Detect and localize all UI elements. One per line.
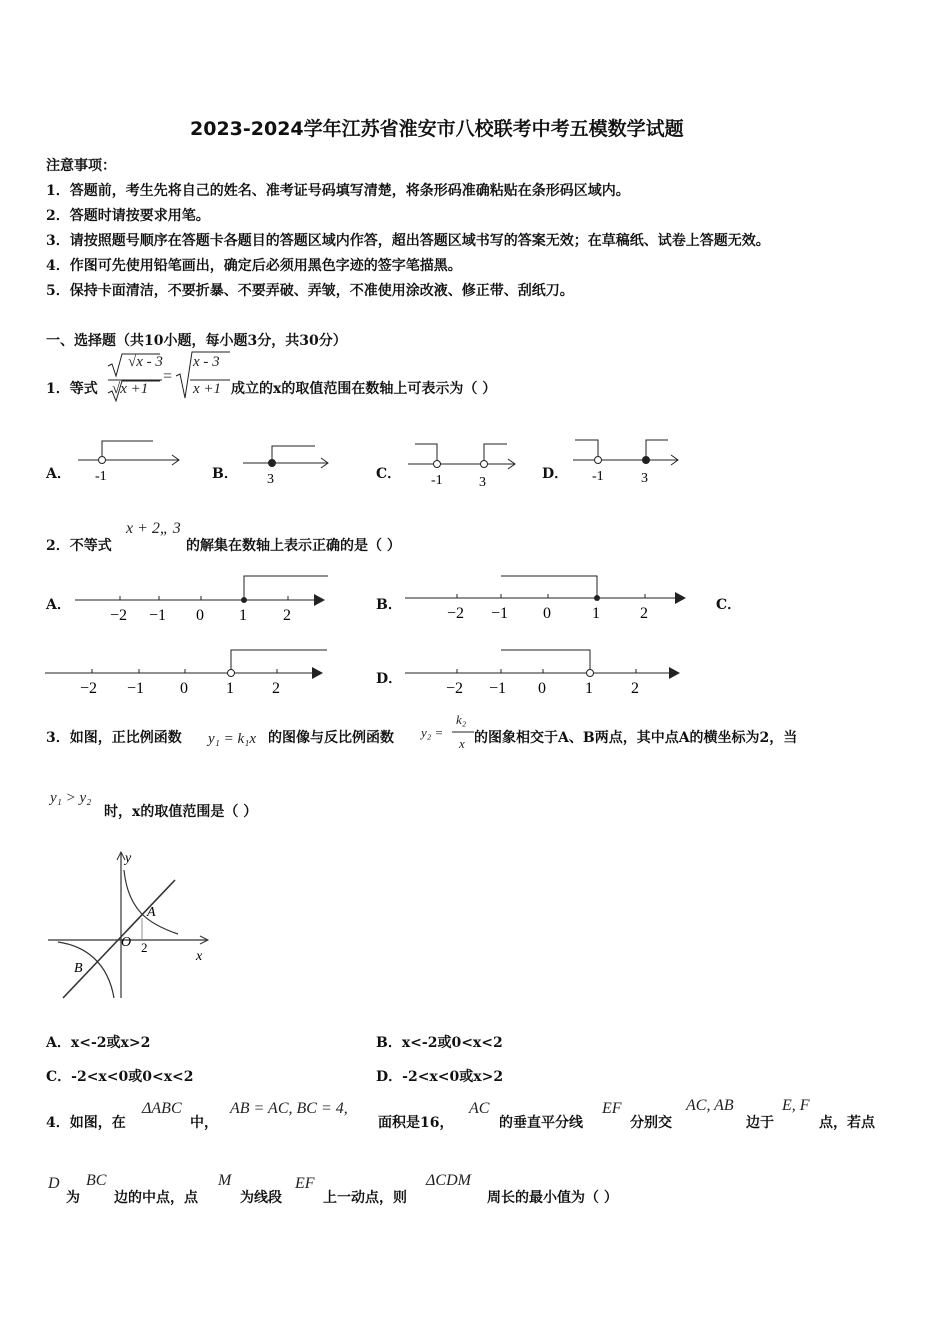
q2-option-d-numberline [400,645,690,700]
tick-label: 3 [641,471,648,486]
notice-item: 5．保持卡面清洁，不要折暴、不要弄破、弄皱，不准使用涂改液、修正带、刮纸刀。 [46,283,574,299]
q4-math: M [218,1172,232,1189]
q4-math: D [48,1175,60,1192]
q2-option-c-label: C． [716,597,742,613]
tick-label: 2 [631,680,639,697]
q2-suffix: 的解集在数轴上表示正确的是（ ） [186,538,401,554]
q1-prefix: 1．等式 [46,381,98,397]
tick-label: 0 [180,680,188,697]
q4-text: 上一动点，则 [323,1190,407,1206]
tick-label: 1 [239,607,247,624]
tick-label: 3 [267,472,274,487]
q4-math: E, F [782,1097,810,1114]
q4-text: 分别交 [630,1115,672,1131]
q3-option-a: A．x<-2或x>2 [46,1035,151,1051]
q3-option-b: B．x<-2或0<x<2 [376,1035,503,1051]
tick-label: −1 [489,680,507,697]
q2-option-b-label: B． [376,597,402,613]
q3-line1-a: 3．如图，正比例函数 [46,730,182,746]
q4-math: AB = AC, BC = 4, [230,1100,348,1117]
q3-option-d: D．-2<x<0或x>2 [376,1069,504,1085]
section-heading: 一、选择题（共10小题，每小题3分，共30分） [46,333,347,349]
tick-label: 2 [283,607,291,624]
q4-text: 点，若点 [819,1115,875,1131]
q1-rhs-num: x - 3 [193,354,220,370]
q1-option-a-numberline [75,438,185,488]
tick-label: -1 [592,469,604,484]
tick-label: 2 [272,680,280,697]
axis-label-x: x [196,949,203,964]
q2-option-c-numberline [42,645,332,700]
q2-option-a-label: A． [46,597,71,613]
q3-option-c: C．-2<x<0或0<x<2 [46,1069,194,1085]
notice-item: 1．答题前，考生先将自己的姓名、准考证号码填写清楚，将条形码准确粘贴在条形码区域内。 [46,183,630,199]
tick-label: 2 [141,940,148,955]
q1-option-b-label: B． [212,466,238,482]
q4-math: EF [602,1100,622,1117]
tick-label: 0 [538,680,546,697]
tick-label: 0 [543,605,551,622]
tick-label: -1 [95,469,107,484]
q3-f1: y₁ = k₁x [208,731,257,747]
q3-cond: y₁ > y₂ [50,790,92,806]
q3-f2-num: k₂ [456,712,467,727]
q1-eq: = [162,368,173,385]
q1-option-d-numberline [570,436,685,488]
tick-label: −1 [491,605,509,622]
q1-option-c-label: C． [376,466,402,482]
q4-math: ΔABC [142,1100,182,1117]
q4-text: 面积是16， [378,1115,454,1131]
q3-f2-den: x [459,736,465,751]
q1-rhs-den: x +1 [193,381,222,397]
tick-label: −2 [447,605,465,622]
notice-heading: 注意事项： [46,158,116,174]
notice-item: 3．请按照题号顺序在答题卡各题目的答题区域内作答，超出答题区域书写的答案无效；在草稿纸、试卷上答题无效。 [46,233,770,249]
tick-label: −2 [446,680,464,697]
origin-label: O [121,935,132,950]
q2-prefix: 2．不等式 [46,538,112,554]
point-label-b: B [74,961,83,976]
page-title: 2023-2024学年江苏省淮安市八校联考中考五模数学试题 [190,118,684,140]
q4-text: 周长的最小值为（ ） [487,1190,618,1206]
tick-label: 1 [592,605,600,622]
tick-label: 2 [640,605,648,622]
tick-label: 1 [585,680,593,697]
q4-math: ΔCDM [426,1172,471,1189]
q4-text: 中， [190,1115,218,1131]
q2-option-a-numberline [70,572,335,627]
tick-label: -1 [431,473,443,488]
q4-text: 为线段 [240,1190,282,1206]
q3-line1-b: 的图像与反比例函数 [268,730,394,746]
q1-lhs-den: √x +1 [112,381,149,397]
q4-text: 为 [66,1190,80,1206]
q4-math: AC [469,1100,490,1117]
tick-label: −2 [110,607,128,624]
q1-option-a-label: A． [46,466,71,482]
tick-label: −2 [80,680,98,697]
q3-line2: 时，x的取值范围是（ ） [104,804,258,820]
q1-suffix: 成立的x的取值范围在数轴上可表示为（ ） [231,381,497,397]
fraction-bar [452,731,474,733]
q1-option-c-numberline [405,438,520,490]
tick-label: 3 [479,475,486,490]
point-label-a: A [147,905,156,920]
q4-text: 的垂直平分线 [499,1115,583,1131]
q4-text: 4．如图，在 [46,1115,126,1131]
notice-item: 2．答题时请按要求用笔。 [46,208,210,224]
q2-expr: x + 2„ 3 [126,520,181,537]
q4-math: EF [295,1175,315,1192]
tick-label: 1 [226,680,234,697]
q3-f2-lhs: y₂ = [421,725,444,740]
axis-label-y: y [125,851,132,866]
q4-text: 边于 [746,1115,774,1131]
q1-lhs-num: √x - 3 [128,354,163,370]
q4-math: AC, AB [686,1097,734,1114]
q1-option-d-label: D． [542,466,569,482]
q3-line1-c: 的图象相交于A、B两点，其中点A的横坐标为2，当 [474,730,798,746]
q2-option-b-numberline [400,572,695,627]
tick-label: −1 [149,607,167,624]
q1-option-b-numberline [240,438,335,488]
tick-label: 0 [196,607,204,624]
tick-label: −1 [127,680,145,697]
q4-math: BC [86,1172,107,1189]
q3-graph [48,848,218,1006]
notice-item: 4．作图可先使用铅笔画出，确定后必须用黑色字迹的签字笔描黑。 [46,258,462,274]
q4-text: 边的中点，点 [114,1190,198,1206]
q2-option-d-label: D． [376,671,403,687]
